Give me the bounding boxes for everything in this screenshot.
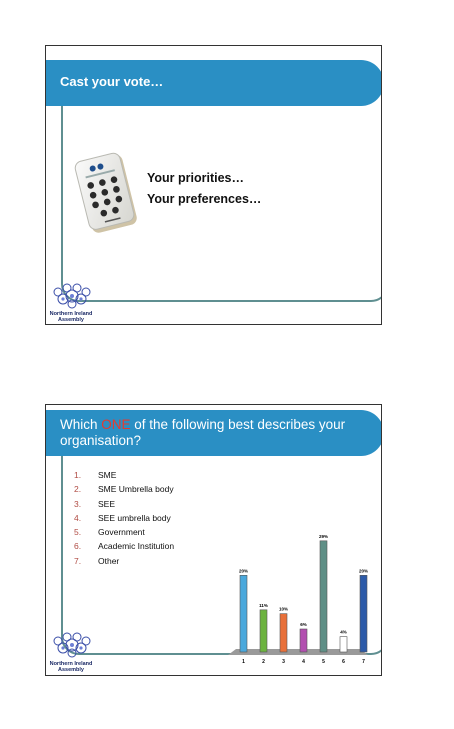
list-item xyxy=(74,484,174,498)
option-number: 2. xyxy=(74,484,82,495)
option-label: SME Umbrella body xyxy=(98,484,174,495)
list-item xyxy=(74,527,174,541)
logo-line-1: Northern Ireland xyxy=(49,311,93,317)
option-label: Other xyxy=(98,555,120,566)
data-label-2: 11% xyxy=(259,602,268,608)
option-number: 6. xyxy=(74,541,82,552)
bar-2 xyxy=(260,610,267,652)
bar-6 xyxy=(340,637,347,652)
tick-label-4: 4 xyxy=(302,659,305,665)
logo-line-2: Assembly xyxy=(58,667,84,673)
data-label-3: 10% xyxy=(278,606,289,612)
slide-organisation-poll xyxy=(45,404,382,676)
priorities-line: Your priorities… xyxy=(147,171,245,185)
slide-title: Cast your vote… xyxy=(60,74,164,89)
tick-label-7: 7 xyxy=(362,659,365,665)
bar-3 xyxy=(280,614,287,652)
logo-line-1: Northern Ireland xyxy=(49,661,93,667)
bar-7 xyxy=(360,575,367,652)
option-list xyxy=(74,470,174,570)
list-item xyxy=(74,556,174,570)
tick-label-6: 6 xyxy=(342,659,345,665)
list-item xyxy=(74,499,174,513)
option-label: SEE umbrella body xyxy=(98,512,171,523)
list-item xyxy=(74,541,174,555)
slide-title xyxy=(60,417,382,449)
voting-keypad-image xyxy=(72,152,140,239)
list-item xyxy=(74,470,174,484)
title-post: of the following best describes your organisation? xyxy=(60,417,346,448)
data-label-7: 20% xyxy=(358,568,368,574)
poll-results-chart xyxy=(228,505,368,667)
data-label-4: 6% xyxy=(300,622,307,627)
data-label-1: 20% xyxy=(238,568,249,574)
option-label: Academic Institution xyxy=(98,541,175,552)
tick-label-1: 1 xyxy=(242,659,245,665)
logo-line-2: Assembly xyxy=(58,317,84,323)
title-highlight: ONE xyxy=(101,417,131,432)
option-label: SEE xyxy=(98,498,116,509)
slide-cast-vote xyxy=(45,45,382,325)
vote-text xyxy=(147,171,261,213)
data-label-6: 4% xyxy=(340,629,347,635)
bar-5 xyxy=(320,541,327,652)
option-number: 3. xyxy=(74,498,82,509)
option-number: 4. xyxy=(74,512,82,523)
assembly-logo-text xyxy=(48,661,94,673)
option-label: Government xyxy=(98,527,145,538)
preferences-line: Your preferences… xyxy=(147,192,262,206)
tick-label-3: 3 xyxy=(282,659,285,665)
list-item xyxy=(74,513,174,527)
bar-1 xyxy=(240,575,247,652)
assembly-logo-text xyxy=(48,311,94,323)
title-pre: Which xyxy=(60,417,102,432)
bar-4 xyxy=(300,629,307,652)
option-label: SME xyxy=(98,470,117,480)
title-banner xyxy=(46,410,382,456)
tick-label-2: 2 xyxy=(262,659,265,665)
option-number: 7. xyxy=(74,555,82,566)
option-number: 1. xyxy=(74,470,82,480)
data-label-5: 29% xyxy=(318,533,329,539)
option-number: 5. xyxy=(74,527,82,538)
tick-label-5: 5 xyxy=(322,659,325,665)
title-banner xyxy=(46,60,382,106)
